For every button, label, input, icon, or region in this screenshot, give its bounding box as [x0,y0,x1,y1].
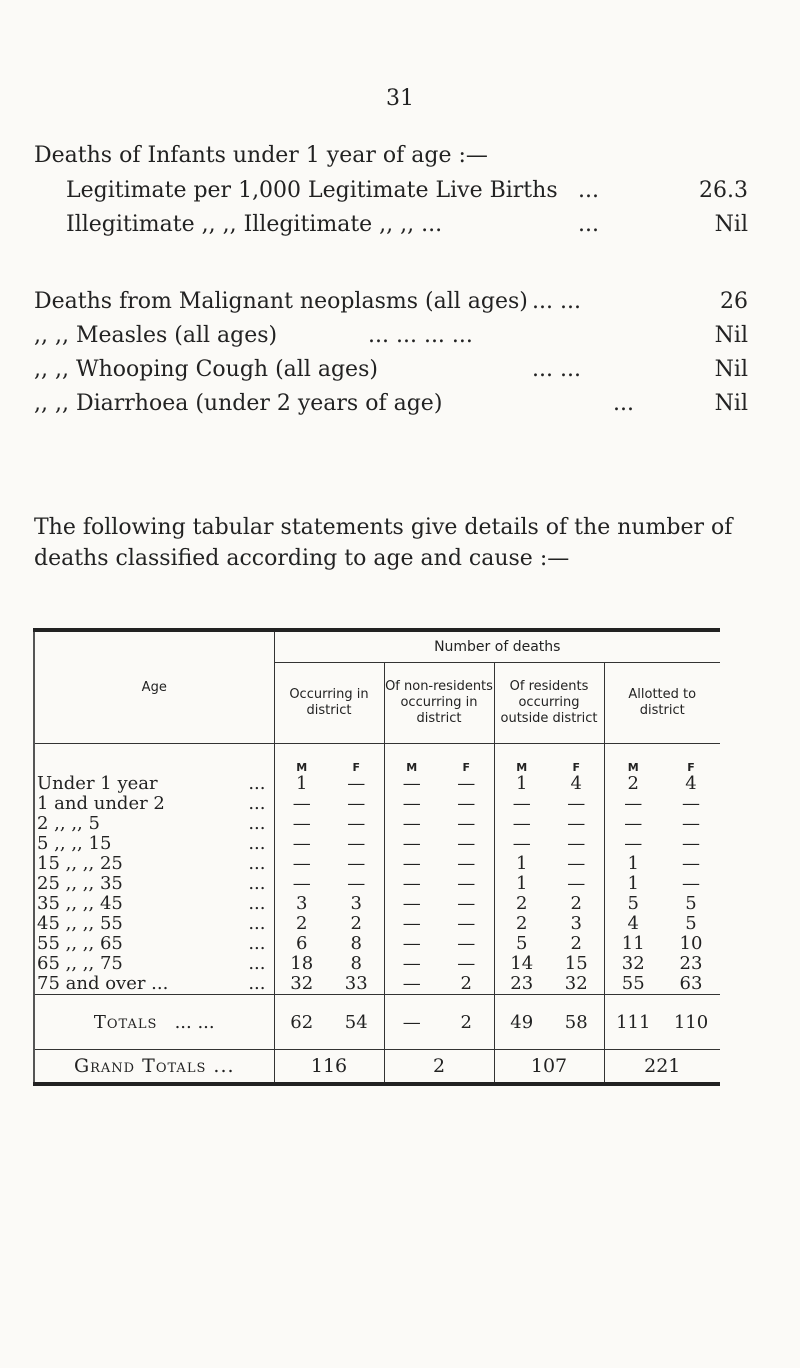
m-label: M [604,744,662,775]
table-cell: 32 [274,974,329,995]
leader-dots: ... [248,933,266,954]
table-cell: 1 [494,774,549,794]
cause-malignant-value: 26 [720,289,748,314]
table-cell: — [274,814,329,834]
leader-dots: ... [248,953,266,974]
table-cell: — [604,794,662,814]
grand-total-cell: 116 [274,1050,384,1085]
age-cell [34,834,274,854]
f-label: F [462,761,470,774]
table-cell: — [567,793,586,814]
table-cell: 5 [494,934,549,954]
table-cell: 2 [494,914,549,934]
leader-dots: ... ... [532,357,581,382]
m-label: M [384,744,439,775]
cause-measles-label: ,, ,, Measles (all ages) [34,323,278,348]
table-cell: 8 [350,933,362,954]
table-cell: — [457,873,476,894]
table-row [34,774,720,794]
f-label: F [572,761,580,774]
table-cell: — [494,834,549,854]
col-residents-outside: Of residents occurring outside district [494,663,604,744]
table-cell: 8 [350,953,362,974]
cause-whooping-cough-value: Nil [714,357,748,382]
table-cell: — [457,833,476,854]
table-cell: 2 [274,914,329,934]
col-allotted: Allotted to district [604,663,720,744]
age-cell [34,974,274,995]
age-cell [34,934,274,954]
table-body [34,774,720,995]
table-cell: — [494,794,549,814]
totals-cell: 58 [549,995,604,1050]
totals-cell: 111 [604,995,662,1050]
age-label: 1 and under 2 [37,793,165,814]
age-label: Under 1 year [37,773,158,794]
table-cell: 6 [274,934,329,954]
grand-total-cell: 221 [604,1050,720,1085]
f-label: F [687,761,695,774]
age-cell [34,874,274,894]
table-cell: 2 [604,774,662,794]
leader-dots: ... [248,813,266,834]
page-number: 31 [386,86,414,111]
age-label: 35 ,, ,, 45 [37,893,123,914]
table-cell: 5 [685,893,697,914]
grand-totals-label: Grand Totals ... [34,1050,274,1085]
age-column-header: Age [141,680,167,695]
infant-deaths-heading: Deaths of Infants under 1 year of age :— [34,143,488,168]
age-label: 2 ,, ,, 5 [37,813,100,834]
age-label: 55 ,, ,, 65 [37,933,123,954]
totals-row [34,995,720,1050]
table-cell: 1 [494,854,549,874]
table-cell: 32 [564,973,588,994]
table-row [34,814,720,834]
table-cell: — [457,953,476,974]
table-cell: 5 [604,894,662,914]
table-cell: 3 [570,913,582,934]
table-cell: 3 [350,893,362,914]
cause-measles-value: Nil [714,323,748,348]
table-row [34,934,720,954]
table-cell: — [274,834,329,854]
table-cell: — [384,874,439,894]
table-cell: — [457,933,476,954]
age-cell [34,774,274,794]
table-cell: 4 [685,773,697,794]
table-cell: — [682,833,700,854]
totals-cell: 49 [494,995,549,1050]
table-row [34,874,720,894]
number-of-deaths-header: Number of deaths [274,630,720,663]
age-cell [34,914,274,934]
table-cell: 1 [274,774,329,794]
totals-cell: — [384,995,439,1050]
table-cell: — [384,814,439,834]
table-cell: 18 [274,954,329,974]
table-cell: — [384,934,439,954]
table-cell: — [567,853,586,874]
table-row [34,794,720,814]
leader-dots: ... [248,853,266,874]
deaths-by-age-table [33,628,720,1086]
table-cell: 2 [460,973,472,994]
table-cell: — [384,794,439,814]
table-cell: — [347,773,366,794]
age-label: 5 ,, ,, 15 [37,833,112,854]
age-cell [34,794,274,814]
leader-dots: ... [613,391,634,416]
col-occurring-in-district: Occurring in district [274,663,384,744]
intro-paragraph: The following tabular statements give details of the number of deaths classified according to age and cause :— [34,515,733,571]
age-cell [34,954,274,974]
leader-dots: ... [248,793,266,814]
table-row [34,954,720,974]
table-cell: 1 [494,874,549,894]
age-label: 15 ,, ,, 25 [37,853,123,874]
table-cell: 4 [570,773,582,794]
table-cell: — [384,894,439,914]
leader-dots: ... [578,178,599,203]
infant-illegitimate-value: Nil [714,212,748,237]
totals-cell: 62 [274,995,329,1050]
infant-illegitimate-label: Illegitimate ,, ,, Illegitimate ,, ,, ... [66,212,443,237]
table-cell: 10 [679,933,703,954]
table-cell: 14 [494,954,549,974]
table-cell: — [457,913,476,934]
table-cell: 1 [604,874,662,894]
table-cell: 5 [685,913,697,934]
cause-malignant-label: Deaths from Malignant neoplasms (all ages) [34,289,528,314]
table-cell: — [457,893,476,914]
cause-whooping-cough-label: ,, ,, Whooping Cough (all ages) [34,357,378,382]
infant-legitimate-label: Legitimate per 1,000 Legitimate Live Births [66,178,558,203]
table-cell: — [384,854,439,874]
table-row [34,974,720,995]
table-cell: — [682,793,700,814]
age-cell [34,854,274,874]
table-cell: — [457,813,476,834]
totals-cell: 54 [329,995,384,1050]
leader-dots: ... [248,893,266,914]
m-label: M [494,744,549,775]
age-label: 25 ,, ,, 35 [37,873,123,894]
table-cell: — [682,853,700,874]
table-cell: 11 [604,934,662,954]
leader-dots: ... [248,833,266,854]
f-label: F [352,761,360,774]
table-cell: 32 [604,954,662,974]
table-row [34,854,720,874]
table-cell: — [567,833,586,854]
col-non-residents: Of non-residents occurring in district [384,663,494,744]
table-cell: — [682,813,700,834]
age-cell [34,894,274,914]
table-cell: — [457,773,476,794]
table-cell: 3 [274,894,329,914]
table-cell: 4 [604,914,662,934]
table-cell: 23 [679,953,703,974]
table-row [34,834,720,854]
infant-legitimate-value: 26.3 [699,178,748,203]
leader-dots: ... [248,873,266,894]
table-cell: — [384,774,439,794]
totals-cell: 2 [439,995,494,1050]
age-cell [34,814,274,834]
leader-dots: ... [248,913,266,934]
age-spacer [34,744,274,775]
leader-dots: ... ... ... ... [368,323,473,348]
table-cell: — [347,853,366,874]
table-cell: — [347,793,366,814]
table-cell: — [347,813,366,834]
table-cell: — [384,954,439,974]
cause-diarrhoea-label: ,, ,, Diarrhoea (under 2 years of age) [34,391,443,416]
age-label: 75 and over ... [37,973,169,994]
leader-dots: ... [578,212,599,237]
table-cell: — [384,914,439,934]
table-cell: — [567,873,586,894]
table-cell: 63 [679,973,703,994]
totals-cell: 110 [662,995,720,1050]
table-cell: — [347,873,366,894]
m-label: M [274,744,329,775]
grand-total-cell: 107 [494,1050,604,1085]
table-cell: — [604,834,662,854]
age-label: 65 ,, ,, 75 [37,953,123,974]
table-cell: 33 [344,973,368,994]
leader-dots: ... ... [532,289,581,314]
leader-dots: ... [248,973,266,994]
table-row [34,894,720,914]
table-cell: 2 [570,933,582,954]
leader-dots: ... [248,773,266,794]
table-cell: — [604,814,662,834]
grand-total-cell: 2 [384,1050,494,1085]
table-cell: — [567,813,586,834]
table-cell: — [457,853,476,874]
age-label: 45 ,, ,, 55 [37,913,123,934]
table-cell: — [274,794,329,814]
table-cell: — [494,814,549,834]
table-cell: — [347,833,366,854]
table-cell: — [384,974,439,995]
table-cell: 15 [564,953,588,974]
table-cell: — [274,874,329,894]
table-cell: 2 [570,893,582,914]
table-cell: 23 [494,974,549,995]
table-row [34,914,720,934]
table-cell: — [682,873,700,894]
table-cell: 1 [604,854,662,874]
table-cell: 55 [604,974,662,995]
table-cell: — [384,834,439,854]
grand-totals-row [34,1050,720,1085]
table-cell: 2 [494,894,549,914]
table-cell: — [274,854,329,874]
cause-diarrhoea-value: Nil [714,391,748,416]
totals-label: Totals ... ... [34,995,274,1050]
table-cell: 2 [350,913,362,934]
table-cell: — [457,793,476,814]
